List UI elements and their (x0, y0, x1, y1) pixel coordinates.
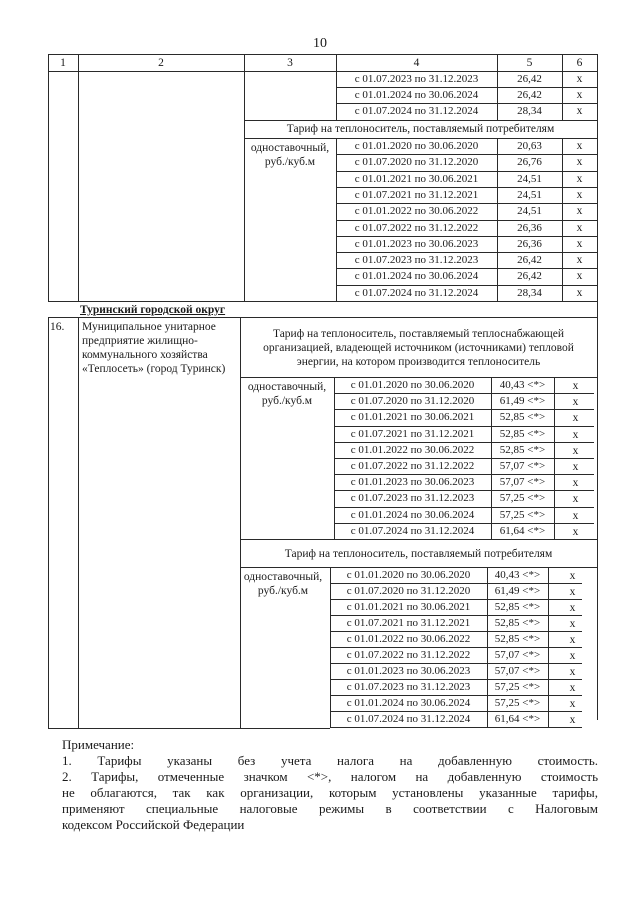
date-cell: с 01.07.2021 по 31.12.2021 (350, 427, 475, 440)
x-cell: х (569, 682, 576, 694)
date-cell: с 01.07.2024 по 31.12.2024 (354, 286, 479, 299)
date-cell: с 01.07.2023 по 31.12.2023 (346, 681, 471, 693)
table-left-rule (48, 317, 49, 729)
note-1: 1. Тарифы указаны без учета налога на добавленную стоимость. (62, 753, 598, 768)
date-cell: с 01.01.2020 по 30.06.2020 (350, 379, 475, 391)
price-cell: 26,36 (517, 221, 542, 234)
date-cell: с 01.01.2022 по 30.06.2022 (350, 443, 475, 456)
date-cell: с 01.01.2024 по 30.06.2024 (354, 89, 479, 102)
x-cell: х (576, 205, 583, 218)
x-cell: х (576, 254, 583, 267)
x-cell: х (572, 380, 579, 392)
price-cell: 52,85 <*> (499, 443, 546, 456)
x-cell: х (572, 477, 579, 490)
x-cell: х (572, 525, 579, 538)
organization-name-line: предприятие жилищно- (82, 335, 198, 347)
price-cell: 52,85 <*> (499, 427, 546, 440)
price-cell: 40,43 <*> (494, 569, 541, 581)
x-cell: х (572, 461, 579, 473)
x-cell: х (569, 650, 576, 662)
header-cell-4: 4 (413, 57, 420, 69)
unit-label-line-2: руб./куб.м (257, 585, 309, 597)
column-rule (330, 567, 331, 728)
organization-name-line: Муниципальное унитарное (82, 321, 216, 333)
price-cell: 61,49 <*> (494, 585, 541, 597)
section-title: Туринский городской округ (80, 304, 226, 316)
x-cell: х (576, 188, 583, 201)
supply-tariff-title-line: организацией, владеющей источником (источниками) тепловой (263, 342, 574, 354)
price-cell: 28,34 (517, 105, 542, 118)
date-cell: с 01.01.2024 по 30.06.2024 (354, 270, 479, 283)
x-cell: х (569, 714, 576, 726)
table-row-rule (48, 301, 597, 302)
date-cell: с 01.07.2021 по 31.12.2021 (354, 188, 479, 201)
column-rule (554, 377, 555, 540)
x-cell: х (576, 270, 583, 283)
price-cell: 57,25 <*> (499, 508, 546, 521)
column-rule (487, 567, 488, 728)
header-cell-3: 3 (287, 57, 293, 69)
date-cell: с 01.07.2024 по 31.12.2024 (354, 105, 479, 118)
price-cell: 57,07 <*> (499, 460, 546, 472)
x-cell: х (572, 509, 579, 522)
unit-label-line-1: одноставочный, (247, 381, 327, 393)
price-cell: 26,42 (517, 254, 542, 267)
price-cell: 57,25 <*> (494, 697, 541, 709)
column-rule (336, 138, 337, 302)
unit-label-line-2: руб./куб.м (264, 156, 316, 168)
column-rule (78, 54, 79, 302)
price-cell: 61,49 <*> (499, 395, 546, 408)
price-cell: 26,76 (517, 156, 542, 169)
header-cell-6: 6 (576, 57, 583, 69)
section-bottom-rule (48, 317, 597, 318)
x-cell: х (569, 602, 576, 614)
x-cell: х (569, 570, 576, 582)
price-cell: 26,42 (517, 89, 542, 102)
note-2-line-1: 2. Тарифы, отмеченные значком <*>, налогом на добавленную стоимость (62, 769, 598, 784)
date-cell: с 01.07.2023 по 31.12.2023 (354, 73, 479, 85)
column-rule (491, 377, 492, 540)
x-cell: х (572, 412, 579, 425)
header-cell-5: 5 (526, 57, 533, 69)
date-cell: с 01.07.2021 по 31.12.2021 (346, 617, 471, 629)
date-cell: с 01.07.2020 по 31.12.2020 (350, 395, 475, 408)
x-cell: х (572, 493, 579, 506)
price-cell: 61,64 <*> (494, 713, 541, 725)
x-cell: х (572, 396, 579, 409)
note-2-line-2: не облагаются, так как организации, которым установлены указанные тарифы, (62, 785, 598, 800)
price-cell: 57,07 <*> (494, 649, 541, 661)
x-cell: х (576, 286, 583, 299)
x-cell: х (576, 237, 583, 250)
price-cell: 52,85 <*> (499, 411, 546, 424)
table-bottom-rule (48, 728, 330, 729)
price-cell: 52,85 <*> (494, 601, 541, 613)
date-cell: с 01.01.2024 по 30.06.2024 (350, 508, 475, 521)
price-cell: 26,36 (517, 237, 542, 250)
x-cell: х (576, 140, 583, 152)
x-cell: х (569, 666, 576, 678)
price-cell: 61,64 <*> (499, 524, 546, 537)
table-row-rule (240, 539, 597, 540)
x-cell: х (576, 89, 583, 102)
x-cell: х (576, 73, 583, 85)
x-cell: х (576, 172, 583, 185)
table-left-rule (48, 54, 49, 302)
date-cell: с 01.01.2023 по 30.06.2023 (346, 665, 471, 677)
column-rule (78, 317, 79, 729)
organization-name-line: коммунального хозяйства (82, 349, 208, 361)
price-cell: 24,51 (517, 205, 542, 218)
date-cell: с 01.07.2020 по 31.12.2020 (354, 156, 479, 169)
date-cell: с 01.01.2022 по 30.06.2022 (346, 633, 471, 645)
consumers-tariff-title: Тариф на теплоноситель, поставляемый потребителям (284, 548, 553, 560)
note-2-line-4: кодексом Российской Федерации (62, 817, 245, 832)
column-rule (497, 54, 498, 121)
header-cell-2: 2 (158, 57, 164, 69)
page-number: 10 (313, 36, 327, 51)
column-rule (562, 54, 563, 121)
x-cell: х (572, 428, 579, 441)
x-cell: х (569, 634, 576, 646)
date-cell: с 01.01.2023 по 30.06.2023 (350, 476, 475, 489)
date-cell: с 01.07.2024 по 31.12.2024 (346, 713, 471, 725)
notes-heading: Примечание: (62, 737, 135, 752)
price-cell: 57,07 <*> (494, 665, 541, 677)
date-cell: с 01.01.2020 по 30.06.2020 (346, 569, 471, 581)
table-row-rule (244, 120, 597, 121)
table-row-rule (330, 727, 582, 728)
unit-label-line-1: одноставочный, (250, 142, 330, 154)
x-cell: х (576, 105, 583, 118)
x-cell: х (569, 586, 576, 598)
x-cell: х (576, 221, 583, 234)
date-cell: с 01.01.2022 по 30.06.2022 (354, 205, 479, 218)
column-rule (562, 138, 563, 302)
row-number: 16. (50, 321, 65, 333)
date-cell: с 01.01.2023 по 30.06.2023 (354, 237, 479, 250)
note-2-line-3: применяют специальные налоговые режимы в соответствии с Налоговым (62, 801, 598, 816)
price-cell: 57,25 <*> (499, 492, 546, 505)
date-cell: с 01.07.2023 по 31.12.2023 (350, 492, 475, 505)
date-cell: с 01.07.2022 по 31.12.2022 (354, 221, 479, 234)
price-cell: 40,43 <*> (499, 379, 546, 391)
x-cell: х (576, 156, 583, 169)
column-rule (240, 317, 241, 729)
price-cell: 24,51 (517, 172, 542, 185)
supply-tariff-title-line: Тариф на теплоноситель, поставляемый теплоснабжающей (272, 328, 565, 340)
price-cell: 26,42 (517, 73, 542, 85)
x-cell: х (572, 444, 579, 457)
organization-name-line: «Теплосеть» (город Туринск) (82, 363, 226, 375)
x-cell: х (569, 618, 576, 630)
date-cell: с 01.01.2020 по 30.06.2020 (354, 140, 479, 152)
unit-label-line-2: руб./куб.м (261, 395, 313, 407)
date-cell: с 01.07.2024 по 31.12.2024 (350, 524, 475, 537)
table-top-rule (48, 54, 597, 55)
table-right-rule (597, 54, 598, 720)
consumers-tariff-title: Тариф на теплоноситель, поставляемый потребителям (286, 123, 555, 135)
date-cell: с 01.01.2021 по 30.06.2021 (346, 601, 471, 613)
column-rule (497, 138, 498, 302)
unit-label-line-1: одноставочный, (243, 571, 323, 583)
price-cell: 20,63 (517, 140, 542, 152)
supply-tariff-title-line: энергии, на котором производится теплоноситель (296, 356, 541, 368)
date-cell: с 01.01.2021 по 30.06.2021 (354, 172, 479, 185)
column-rule (548, 567, 549, 728)
date-cell: с 01.07.2022 по 31.12.2022 (346, 649, 471, 661)
price-cell: 52,85 <*> (494, 633, 541, 645)
price-cell: 28,34 (517, 286, 542, 299)
price-cell: 52,85 <*> (494, 617, 541, 629)
date-cell: с 01.07.2020 по 31.12.2020 (346, 585, 471, 597)
column-rule (334, 377, 335, 540)
price-cell: 57,07 <*> (499, 476, 546, 489)
date-cell: с 01.07.2023 по 31.12.2023 (354, 254, 479, 267)
date-cell: с 01.01.2021 по 30.06.2021 (350, 411, 475, 424)
date-cell: с 01.07.2022 по 31.12.2022 (350, 460, 475, 472)
column-rule (336, 54, 337, 121)
price-cell: 26,42 (517, 270, 542, 283)
x-cell: х (569, 698, 576, 710)
header-cell-1: 1 (60, 57, 66, 69)
price-cell: 57,25 <*> (494, 681, 541, 693)
price-cell: 24,51 (517, 188, 542, 201)
date-cell: с 01.01.2024 по 30.06.2024 (346, 697, 471, 709)
column-rule (244, 54, 245, 302)
notes (62, 737, 598, 833)
